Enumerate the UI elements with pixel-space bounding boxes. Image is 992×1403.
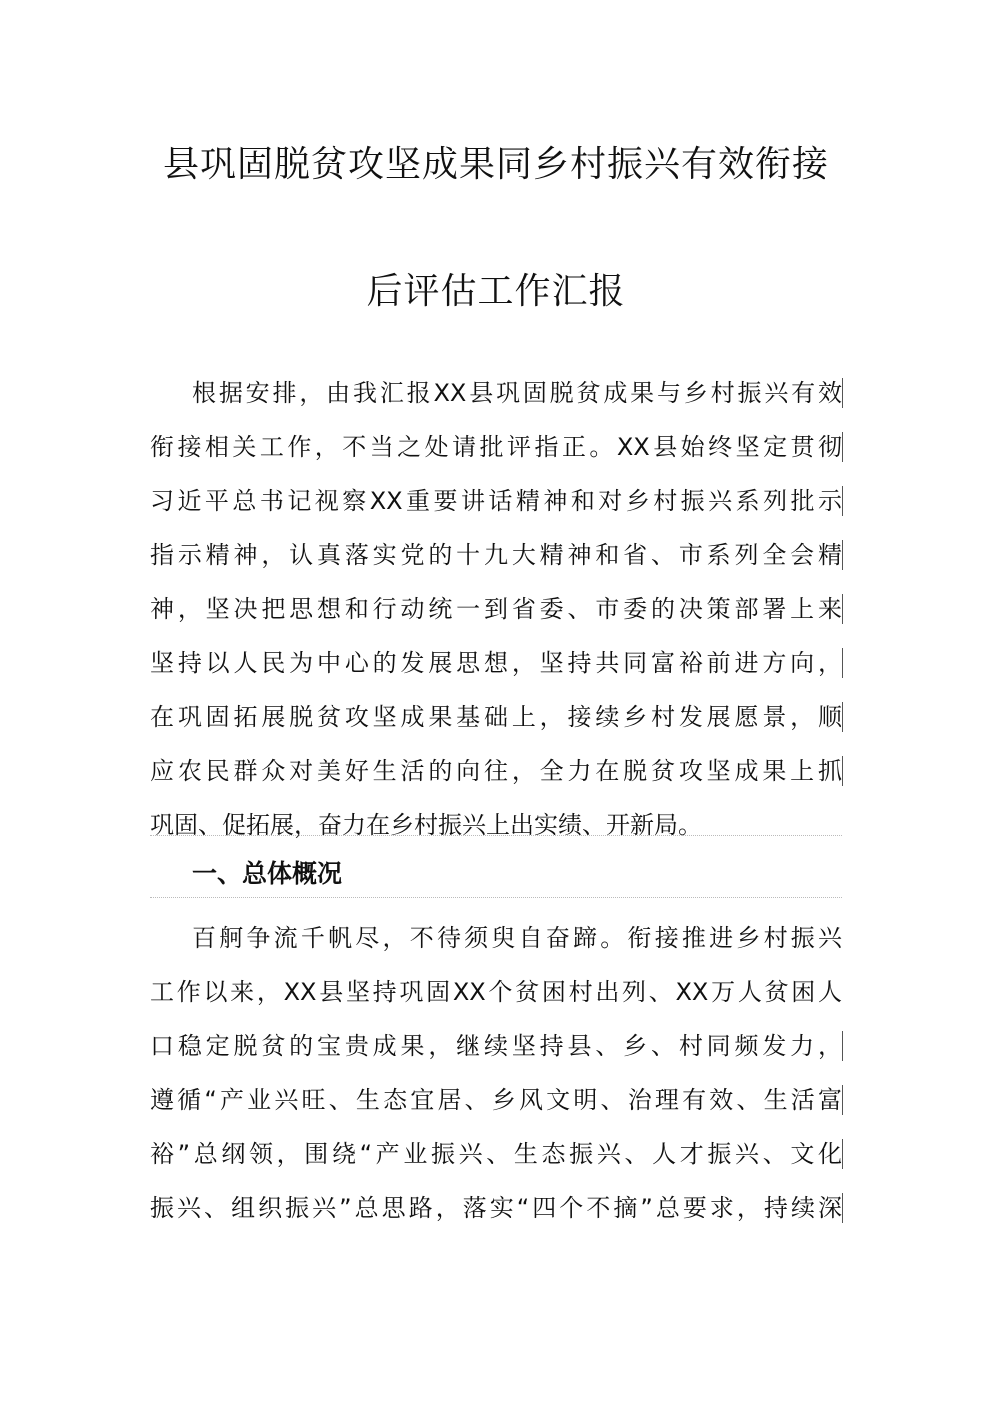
paragraph-1-line: 坚持以人民为中心的发展思想，坚持共同富裕前进方向， (150, 649, 842, 677)
margin-mark (842, 756, 843, 786)
margin-mark (842, 648, 843, 678)
margin-mark (842, 594, 843, 624)
paragraph-2-line: 百舸争流千帆尽，不待须臾自奋蹄。衔接推进乡村振兴 (192, 924, 842, 952)
section-divider (150, 897, 842, 898)
paragraph-1-line: 巩固、促拓展，奋力在乡村振兴上出实绩、开新局。 (150, 811, 702, 839)
paragraph-1-line: 指示精神，认真落实党的十九大精神和省、市系列全会精 (150, 541, 842, 569)
margin-mark (842, 432, 843, 462)
paragraph-1-line: 在巩固拓展脱贫攻坚成果基础上，接续乡村发展愿景，顺 (150, 703, 842, 731)
document-title-line-1: 县巩固脱贫攻坚成果同乡村振兴有效衔接 (162, 144, 829, 185)
paragraph-2-line: 裕”总纲领，围绕“产业振兴、生态振兴、人才振兴、文化 (150, 1140, 842, 1168)
margin-mark (842, 378, 843, 408)
paragraph-2-line: 振兴、组织振兴”总思路，落实“四个不摘”总要求，持续深 (150, 1194, 842, 1222)
paragraph-1-line: 习近平总书记视察XX重要讲话精神和对乡村振兴系列批示 (150, 487, 842, 515)
paragraph-1-line: 神，坚决把思想和行动统一到省委、市委的决策部署上来 (150, 595, 842, 623)
margin-mark (842, 486, 843, 516)
paragraph-2-line: 遵循“产业兴旺、生态宜居、乡风文明、治理有效、生活富 (150, 1086, 842, 1114)
margin-mark (842, 1139, 843, 1169)
paragraph-1-line: 根据安排，由我汇报XX县巩固脱贫成果与乡村振兴有效 (192, 379, 842, 407)
paragraph-1-line: 衔接相关工作，不当之处请批评指正。XX县始终坚定贯彻 (150, 433, 842, 461)
document-title-line-2: 后评估工作汇报 (366, 271, 626, 312)
margin-mark (842, 1193, 843, 1223)
margin-mark (842, 702, 843, 732)
paragraph-2-line: 口稳定脱贫的宝贵成果，继续坚持县、乡、村同频发力， (150, 1032, 842, 1060)
section-divider (150, 835, 842, 836)
margin-mark (842, 1031, 843, 1061)
margin-mark (842, 1085, 843, 1115)
paragraph-2-line: 工作以来，XX县坚持巩固XX个贫困村出列、XX万人贫困人 (150, 978, 842, 1006)
section-heading: 一、总体概况 (192, 859, 343, 888)
paragraph-1-line: 应农民群众对美好生活的向往，全力在脱贫攻坚成果上抓 (150, 757, 842, 785)
margin-mark (842, 540, 843, 570)
